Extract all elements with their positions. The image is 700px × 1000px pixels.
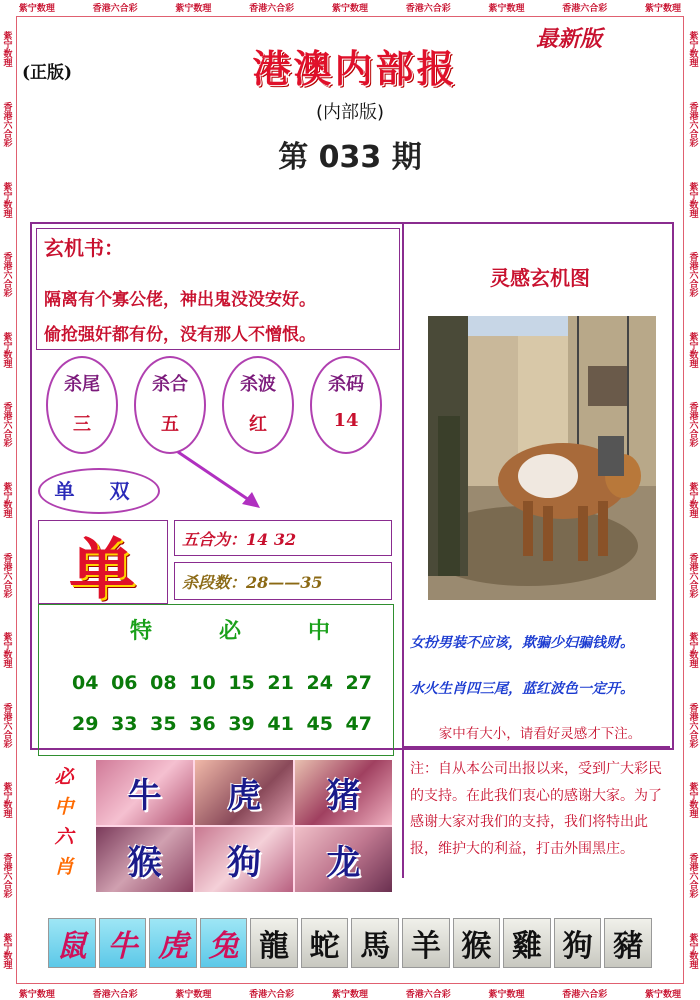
frame-top-border xyxy=(0,0,700,14)
edition-label: (正版) xyxy=(22,63,73,83)
pick-key: 杀尾 xyxy=(64,374,100,395)
pick-key: 杀波 xyxy=(240,374,276,395)
label-char: 必 xyxy=(54,766,74,788)
label-char: 六 xyxy=(54,826,74,848)
zodiac-tile-highlight: 牛 xyxy=(99,918,147,968)
frame-text: 紫宁数理 xyxy=(687,632,698,669)
zodiac-tile: 猴 xyxy=(453,918,501,968)
odd-even-oval: 单 双 xyxy=(38,468,160,514)
zodiac-tile: 羊 xyxy=(402,918,450,968)
number: 33 xyxy=(111,713,138,735)
zodiac-tile: 蛇 xyxy=(301,918,349,968)
page-title: 港澳内部报 xyxy=(252,46,458,91)
inspiration-title: 灵感玄机图 xyxy=(490,266,590,290)
pick-key: 杀合 xyxy=(152,374,188,395)
frame-text: 紫宁数理 xyxy=(1,31,12,68)
zodiac-cell: 猪 xyxy=(295,760,392,825)
frame-text: 紫宁数理 xyxy=(488,3,525,14)
special-numbers-title xyxy=(130,614,330,645)
frame-text-alt: 香港六合彩 xyxy=(1,101,12,147)
frame-text: 紫宁数理 xyxy=(1,481,12,518)
pick-oval-combine xyxy=(134,356,206,454)
issue-number: 第 033 期 xyxy=(278,140,422,175)
frame-text-alt: 香港六合彩 xyxy=(1,853,12,898)
frame-text-alt: 香港六合彩 xyxy=(249,989,295,1000)
frame-right-border xyxy=(686,14,700,986)
six-zodiac-label xyxy=(46,762,82,882)
column-divider xyxy=(402,222,404,878)
pick-value: 三 xyxy=(73,414,91,435)
title-char: 中 xyxy=(307,618,330,644)
frame-text: 紫宁数理 xyxy=(331,3,368,14)
pick-key: 杀码 xyxy=(328,374,364,395)
five-combine-value: 14 32 xyxy=(246,530,297,549)
inspiration-photo xyxy=(428,316,656,600)
zodiac-tile: 雞 xyxy=(503,918,551,968)
frame-text: 紫宁数理 xyxy=(687,481,698,518)
frame-bottom-border xyxy=(0,986,700,1000)
number: 41 xyxy=(267,713,294,735)
frame-text: 紫宁数理 xyxy=(687,331,698,368)
latest-edition-label: 最新版 xyxy=(536,26,603,52)
zodiac-tile: 豬 xyxy=(604,918,652,968)
pick-value: 五 xyxy=(161,414,179,435)
zodiac-tile: 馬 xyxy=(351,918,399,968)
frame-text: 紫宁数理 xyxy=(645,3,682,14)
five-combine-label: 五合为： xyxy=(182,530,247,549)
frame-text-alt: 香港六合彩 xyxy=(562,989,608,1000)
kill-range-label: 杀段数： xyxy=(182,573,247,592)
number: 35 xyxy=(150,713,177,735)
frame-text-alt: 香港六合彩 xyxy=(562,3,608,14)
pick-value: 14 xyxy=(333,410,359,431)
frame-text-alt: 香港六合彩 xyxy=(405,989,451,1000)
pick-oval-tail xyxy=(46,356,118,454)
frame-text-alt: 香港六合彩 xyxy=(687,552,698,598)
zodiac-cell: 狗 xyxy=(195,827,292,892)
special-numbers-row xyxy=(72,672,372,694)
xuanji-label: 玄机书： xyxy=(44,236,124,260)
notice-text: 注：自从本公司出报以来，受到广大彩民的支持。在此我们衷心的感谢大家。为了感谢大家对我们的支持，我们将特出此报，维护大的利益，打击外围黑庄。 xyxy=(410,761,662,857)
frame-text: 紫宁数理 xyxy=(1,632,12,669)
number: 21 xyxy=(267,672,294,694)
frame-text: 紫宁数理 xyxy=(18,989,55,1000)
frame-text-alt: 香港六合彩 xyxy=(687,252,698,298)
odd-big-char: 单 xyxy=(69,530,135,608)
label-char: 中 xyxy=(54,796,74,818)
number: 06 xyxy=(111,672,138,694)
right-column-divider xyxy=(404,746,670,748)
label-char: 肖 xyxy=(54,856,74,878)
frame-text: 紫宁数理 xyxy=(18,3,55,14)
pick-oval-number xyxy=(310,356,382,454)
frame-text-alt: 香港六合彩 xyxy=(1,402,12,448)
number: 15 xyxy=(228,672,255,694)
zodiac-tile: 狗 xyxy=(554,918,602,968)
family-note: 家中有大小，请看好灵感才下注。 xyxy=(438,726,642,742)
inspiration-verse: 女扮男装不应该，欺骗少妇骗钱财。 xyxy=(410,635,634,651)
frame-text-alt: 香港六合彩 xyxy=(1,552,12,598)
six-zodiac-grid xyxy=(96,760,392,892)
frame-text: 紫宁数理 xyxy=(645,989,682,1000)
zodiac-cell: 猴 xyxy=(96,827,193,892)
number: 27 xyxy=(345,672,372,694)
number: 10 xyxy=(189,672,216,694)
frame-text: 紫宁数理 xyxy=(687,31,698,68)
frame-text-alt: 香港六合彩 xyxy=(92,989,138,1000)
pick-value: 红 xyxy=(249,414,267,435)
frame-text: 紫宁数理 xyxy=(175,3,212,14)
frame-text: 紫宁数理 xyxy=(175,989,212,1000)
title-char: 特 xyxy=(130,618,153,644)
frame-text-alt: 香港六合彩 xyxy=(1,702,12,748)
number: 36 xyxy=(189,713,216,735)
frame-text: 紫宁数理 xyxy=(1,331,12,368)
title-char: 必 xyxy=(218,618,241,644)
frame-text-alt: 香港六合彩 xyxy=(405,3,451,14)
frame-text: 紫宁数理 xyxy=(1,932,12,969)
number: 39 xyxy=(228,713,255,735)
kill-range-text xyxy=(182,570,323,593)
xuanji-poem-line: 偷抢强奸都有份，没有那人不憎恨。 xyxy=(44,325,316,345)
number: 45 xyxy=(306,713,333,735)
frame-text-alt: 香港六合彩 xyxy=(1,252,12,298)
special-numbers-row xyxy=(72,713,372,735)
frame-text-alt: 香港六合彩 xyxy=(687,101,698,147)
zodiac-cell: 虎 xyxy=(195,760,292,825)
frame-text: 紫宁数理 xyxy=(687,782,698,819)
zodiac-cell: 牛 xyxy=(96,760,193,825)
frame-text-alt: 香港六合彩 xyxy=(687,702,698,748)
zodiac-tile: 龍 xyxy=(250,918,298,968)
frame-text-alt: 香港六合彩 xyxy=(249,3,295,14)
number: 29 xyxy=(72,713,99,735)
number: 47 xyxy=(345,713,372,735)
frame-text-alt: 香港六合彩 xyxy=(687,853,698,898)
inspiration-verse: 水火生肖四三尾，蓝红波色一定开。 xyxy=(410,681,634,697)
pick-oval-wave xyxy=(222,356,294,454)
number: 24 xyxy=(306,672,333,694)
frame-left-border xyxy=(0,14,14,986)
frame-text-alt: 香港六合彩 xyxy=(687,402,698,448)
frame-text: 紫宁数理 xyxy=(687,932,698,969)
zodiac-tile-highlight: 虎 xyxy=(149,918,197,968)
zodiac-cell: 龙 xyxy=(295,827,392,892)
frame-text: 紫宁数理 xyxy=(1,181,12,218)
frame-text-alt: 香港六合彩 xyxy=(92,3,138,14)
frame-text: 紫宁数理 xyxy=(488,989,525,1000)
frame-text: 紫宁数理 xyxy=(331,989,368,1000)
number: 04 xyxy=(72,672,99,694)
five-combine-text xyxy=(182,527,296,550)
page-subtitle: (内部版) xyxy=(315,102,385,123)
xuanji-poem-line: 隔离有个寡公佬，神出鬼没没安好。 xyxy=(44,290,316,310)
zodiac-tile-highlight: 兔 xyxy=(200,918,248,968)
zodiac-tile-highlight: 鼠 xyxy=(48,918,96,968)
frame-text: 紫宁数理 xyxy=(687,181,698,218)
kill-range-value: 28——35 xyxy=(246,573,323,592)
arrow-icon xyxy=(170,446,270,516)
zodiac-row xyxy=(48,918,652,968)
number: 08 xyxy=(150,672,177,694)
frame-text: 紫宁数理 xyxy=(1,782,12,819)
